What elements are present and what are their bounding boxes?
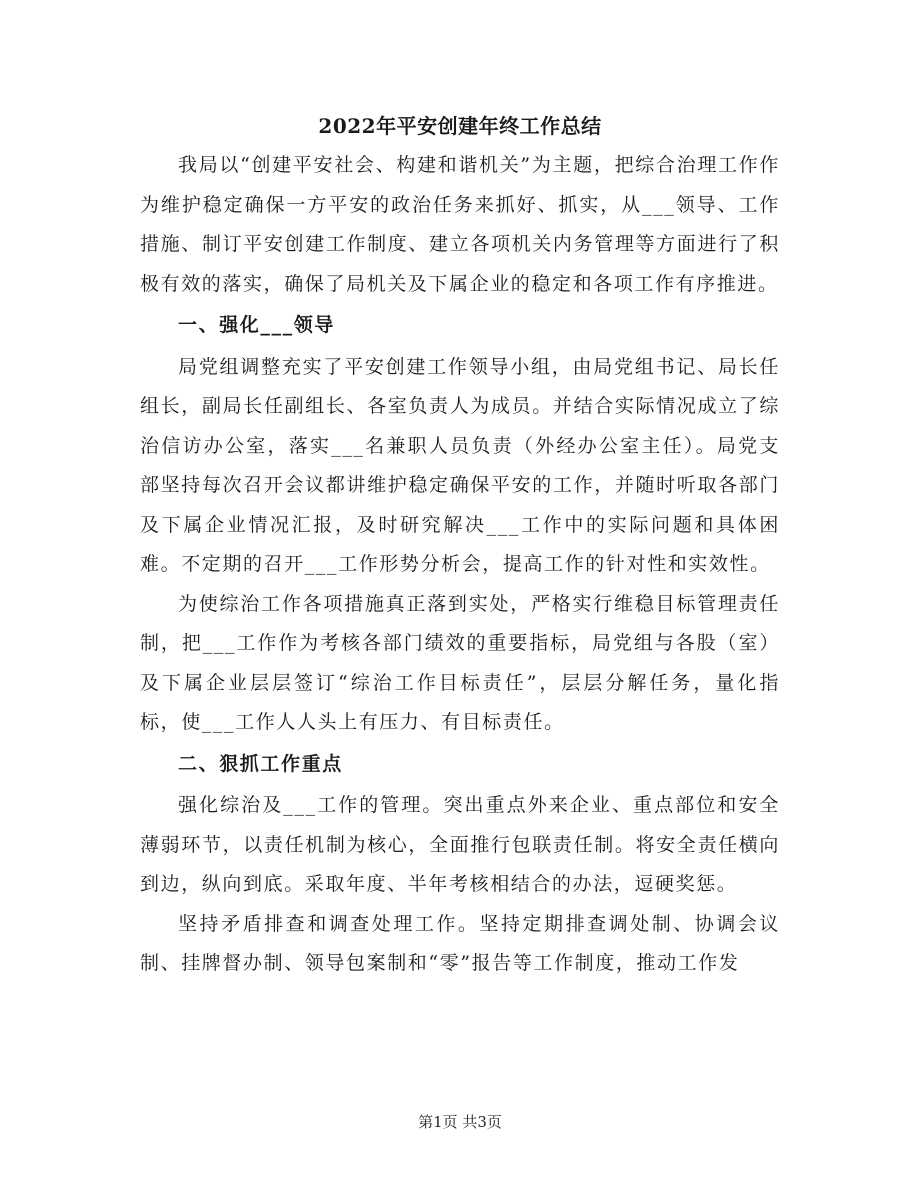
section-heading-2: 二、狠抓工作重点 — [178, 752, 343, 775]
document-body — [140, 146, 780, 984]
paragraph-management: 强化综治及___工作的管理。突出重点外来企业、重点部位和安全薄弱环节，以责任机制为核心，全面推行包联责任制。将安全责任横向到边，纵向到底。采取年度、半年考核相结合的办法，逗硬奖惩。 — [140, 794, 780, 895]
section-heading-1: 一、强化___领导 — [178, 314, 335, 336]
paragraph-responsibility: 为使综治工作各项措施真正落到实处，严格实行维稳目标管理责任制，把___工作作为考核各部门绩效的重要指标，局党组与各股（室）及下属企业层层签订“综治工作目标责任”，层层分解任务，量化指标，使___工作人人头上有压力、有目标责任。 — [140, 592, 780, 733]
paragraph-leadership: 局党组调整充实了平安创建工作领导小组，由局党组书记、局长任组长，副局长任副组长、各室负责人为成员。并结合实际情况成立了综治信访办公室，落实___名兼职人员负责（外经办公室主任）。局党支部坚持每次召开会议都讲维护稳定确保平安的工作，并随时听取各部门及下属企业情况汇报，及时研究解决___工作中的实际问题和具体困难。不定期的召开___工作形势分析会，提高工作的针对性和实效性。 — [140, 355, 780, 575]
page-number: 第1页 共3页 — [418, 1113, 502, 1131]
document-title: 2022年平安创建年终工作总结 — [318, 114, 602, 138]
paragraph-investigation: 坚持矛盾排查和调查处理工作。坚持定期排查调处制、协调会议制、挂牌督办制、领导包案制和“零”报告等工作制度，推动工作发 — [140, 912, 780, 974]
paragraph-intro: 我局以“创建平安社会、构建和谐机关”为主题，把综合治理工作作为维护稳定确保一方平安的政治任务来抓好、抓实，从___领导、工作措施、制订平安创建工作制度、建立各项机关内务管理等方面进行了积极有效的落实，确保了局机关及下属企业的稳定和各项工作有序推进。 — [140, 154, 780, 295]
